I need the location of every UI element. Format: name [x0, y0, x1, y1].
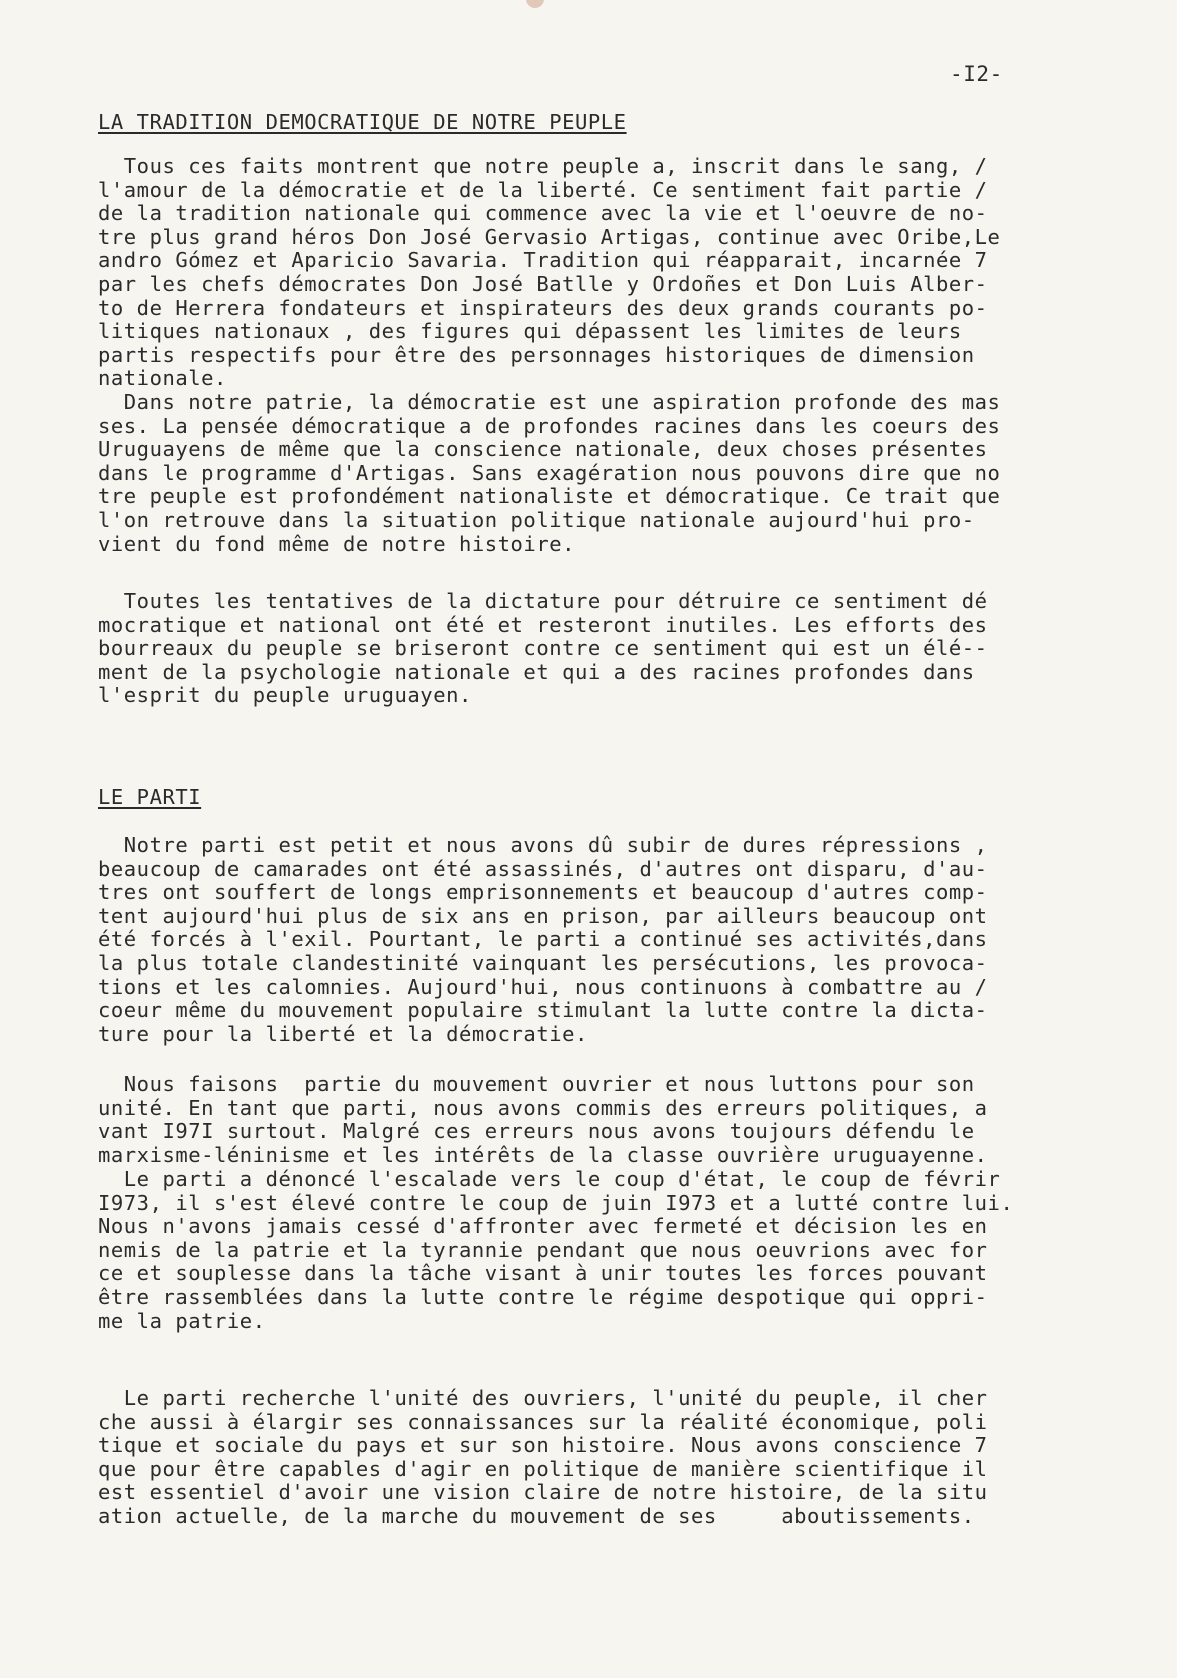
text-line: partis respectifs pour être des personnages historiques de dimension	[98, 342, 975, 367]
text-line: tres ont souffert de longs emprisonnements et beaucoup d'autres comp-	[98, 880, 988, 905]
text-line: marxisme-léninisme et les intérêts de la classe ouvrière uruguayenne.	[98, 1142, 988, 1167]
text-line: vient du fond même de notre histoire.	[98, 531, 576, 556]
text-line: unité. En tant que parti, nous avons commis des erreurs politiques, a	[98, 1095, 988, 1120]
text-line: mocratique et national ont été et resteront inutiles. Les efforts des	[98, 612, 988, 637]
text-line: Nous faisons partie du mouvement ouvrier et nous luttons pour son	[98, 1072, 975, 1096]
text-line: me la patrie.	[98, 1308, 266, 1333]
text-line: che aussi à élargir ses connaissances sur la réalité économique, poli	[98, 1409, 988, 1434]
text-line: Nous n'avons jamais cessé d'affronter avec fermeté et décision les en	[98, 1214, 988, 1239]
paragraph-parti-2	[98, 1073, 1098, 1167]
text-line: de la tradition nationale qui commence avec la vie et l'oeuvre de no-	[98, 201, 988, 226]
text-line: Le parti recherche l'unité des ouvriers, l'unité du peuple, il cher	[98, 1386, 988, 1410]
text-line: l'on retrouve dans la situation politique nationale aujourd'hui pro-	[98, 507, 975, 532]
text-line: ment de la psychologie nationale et qui a des racines profondes dans	[98, 659, 975, 684]
text-line: bourreaux du peuple se briseront contre ce sentiment qui est un élé--	[98, 636, 988, 661]
section-heading-tradition: LA TRADITION DEMOCRATIQUE DE NOTRE PEUPLE	[98, 110, 627, 134]
text-line: nemis de la patrie et la tyrannie pendant que nous oeuvrions avec for	[98, 1237, 988, 1262]
text-line: être rassemblées dans la lutte contre le régime despotique qui oppri-	[98, 1284, 988, 1309]
text-line: tre plus grand héros Don José Gervasio Artigas, continue avec Oribe,Le	[98, 224, 1001, 249]
page-number: -I2-	[950, 62, 1003, 86]
text-line: Uruguayens de même que la conscience nationale, deux choses présentes	[98, 437, 988, 462]
paragraph-parti-1	[98, 834, 1098, 1046]
text-line: beaucoup de camarades ont été assassinés, d'autres ont disparu, d'au-	[98, 856, 988, 881]
text-line: coeur même du mouvement populaire stimulant la lutte contre la dicta-	[98, 998, 988, 1023]
paragraph-parti-4	[98, 1387, 1098, 1529]
text-line: Toutes les tentatives de la dictature pour détruire ce sentiment dé	[98, 589, 988, 613]
text-line: ce et souplesse dans la tâche visant à unir toutes les forces pouvant	[98, 1261, 988, 1286]
text-line: andro Gómez et Aparicio Savaria. Tradition qui réapparait, incarnée 7	[98, 248, 988, 273]
text-line: Le parti a dénoncé l'escalade vers le coup d'état, le coup de févrir	[98, 1167, 1001, 1191]
text-line: été forcés à l'exil. Pourtant, le parti a continué ses activités,dans	[98, 927, 988, 952]
text-line: Dans notre patrie, la démocratie est une aspiration profonde des mas	[98, 389, 1001, 414]
text-line: Tous ces faits montrent que notre peuple a, inscrit dans le sang, /	[98, 154, 988, 178]
paragraph-parti-3	[98, 1168, 1098, 1333]
text-line: est essentiel d'avoir une vision claire de notre histoire, de la situ	[98, 1480, 988, 1505]
text-line: tent aujourd'hui plus de six ans en prison, par ailleurs beaucoup ont	[98, 903, 988, 928]
text-line: to de Herrera fondateurs et inspirateurs des deux grands courants po-	[98, 295, 988, 320]
text-line: tre peuple est profondément nationaliste et démocratique. Ce trait que	[98, 484, 1001, 509]
text-line: l'esprit du peuple uruguayen.	[98, 683, 472, 708]
text-line: l'amour de la démocratie et de la liberté. Ce sentiment fait partie /	[98, 177, 988, 202]
text-line: tique et sociale du pays et sur son histoire. Nous avons conscience 7	[98, 1433, 988, 1458]
paragraph-tradition-2	[98, 590, 1098, 708]
text-line: ation actuelle, de la marche du mouvement de ses aboutissements.	[98, 1503, 975, 1528]
text-line: Notre parti est petit et nous avons dû subir de dures répressions ,	[98, 833, 988, 857]
text-line: par les chefs démocrates Don José Batlle y Ordoñes et Don Luis Alber-	[98, 271, 988, 296]
punch-hole-mark	[526, 0, 544, 8]
text-line: que pour être capables d'agir en politique de manière scientifique il	[98, 1456, 988, 1481]
text-line: nationale.	[98, 366, 227, 391]
text-line: la plus totale clandestinité vainquant les persécutions, les provoca-	[98, 950, 988, 975]
text-line: tions et les calomnies. Aujourd'hui, nous continuons à combattre au /	[98, 974, 988, 999]
paragraph-tradition-1	[98, 155, 1098, 556]
section-heading-parti: LE PARTI	[98, 785, 202, 809]
text-line: dans le programme d'Artigas. Sans exagération nous pouvons dire que no	[98, 460, 1001, 485]
text-line: ses. La pensée démocratique a de profondes racines dans les coeurs des	[98, 413, 1001, 438]
text-line: litiques nationaux , des figures qui dépassent les limites de leurs	[98, 319, 962, 344]
text-line: vant I97I surtout. Malgré ces erreurs nous avons toujours défendu le	[98, 1119, 975, 1144]
text-line: I973, il s'est élevé contre le coup de juin I973 et a lutté contre lui.	[98, 1190, 1014, 1215]
text-line: ture pour la liberté et la démocratie.	[98, 1021, 588, 1046]
